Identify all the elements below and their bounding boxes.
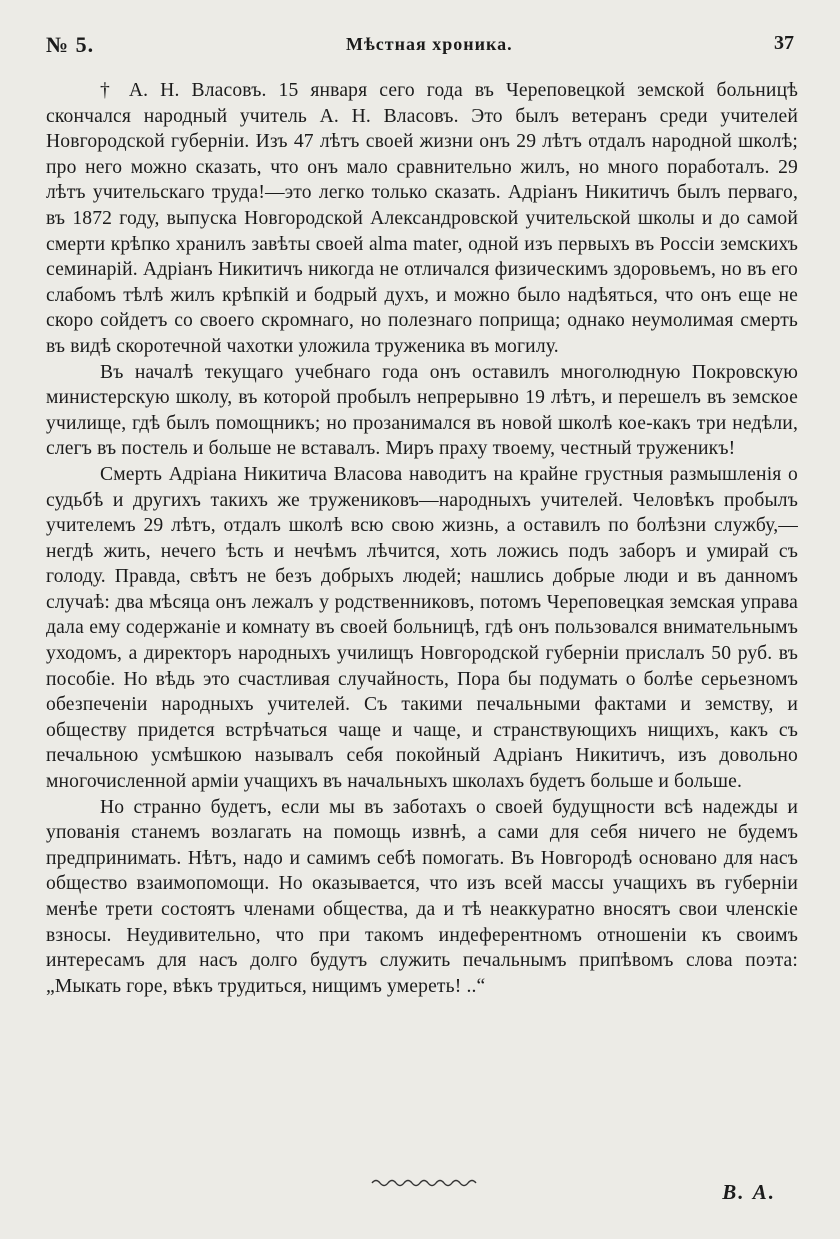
squiggle-divider <box>370 1176 482 1190</box>
page-header <box>46 28 794 68</box>
page-number: 37 <box>774 32 794 54</box>
paragraph-obituary: † А. Н. Власовъ. 15 января сего года въ Череповецкой земской больницѣ скончался народный учитель А. Н. Власовъ. Это былъ ветеранъ среди учителей Новгородской губерніи. Изъ 47 лѣтъ своей жизни онъ 29 лѣтъ отдалъ народной школѣ; про него можно сказать, что онъ мало сравнительно жилъ, но много поработалъ. 29 лѣтъ учительскаго труда!—это легко только сказать. Адріанъ Никитичъ былъ перваго, въ 1872 году, выпуска Новгородской Александровской учительской школы и до самой смерти крѣпко хранилъ завѣты своей alma mater, одной изъ первыхъ въ Россіи земскихъ семинарій. Адріанъ Никитичъ никогда не отличался физическимъ здоровьемъ, но въ его слабомъ тѣлѣ жилъ крѣпкій и бодрый духъ, и можно было надѣяться, что онъ еще не скоро сойдетъ со своего скромнаго, но полезнаго поприща; однако неумолимая смерть въ видѣ скоротечной чахотки уложила труженика въ могилу. <box>46 80 798 357</box>
paragraph-mutual-aid: Но странно будетъ, если мы въ заботахъ о своей будущности всѣ надежды и упованія станемъ возлагать на помощь извнѣ, а сами для себя ничего не будемъ предпринимать. Нѣтъ, надо и самимъ себѣ помогать. Въ Новгородѣ основано для насъ общество взаимопомощи. Но оказывается, что изъ всей массы учащихъ въ губерніи менѣе трети состоятъ членами общества, да и тѣ неаккуратно вносятъ свои членскіе взносы. Неудивительно, что при такомъ индеферентномъ отношеніи къ своимъ интересамъ для насъ долго будутъ служить печальнымъ припѣвомъ слова поэта: „Мыкать горе, вѣкъ трудиться, нищимъ умереть! ..“ <box>46 796 798 997</box>
section-title: Мѣстная хроника. <box>346 34 513 54</box>
paragraph-reflection: Смерть Адріана Никитича Власова наводитъ на крайне грустныя размышленія о судьбѣ и другихъ такихъ же тружениковъ—народныхъ учителей. Человѣкъ пробылъ учителемъ 29 лѣтъ, отдалъ школѣ всю свою жизнь, а оставилъ по болѣзни службу,—негдѣ жить, нечего ѣсть и нечѣмъ лѣчится, хоть ложись подъ заборъ и умирай съ голоду. Правда, свѣтъ не безъ добрыхъ людей; нашлись добрые люди и въ данномъ случаѣ: два мѣсяца онъ лежалъ у родственниковъ, потомъ Череповецкая земская управа дала ему содержаніе и комнату въ своей больницѣ, гдѣ онъ пользовался внимательнымъ уходомъ, а директоръ народныхъ училищъ Новгородской губерніи прислалъ 50 руб. въ пособіе. Но вѣдь это счастливая случайность, Пора бы подумать о болѣе серьезномъ обезпеченіи народныхъ учителей. Съ такими печальными фактами и земству, и обществу придется встрѣчаться чаще и чаще, и странствующихъ нищихъ, какъ съ печальною усмѣшкою называлъ себя покойный Адріанъ Никитичъ, изъ довольно многочисленной арміи учащихъ въ начальныхъ школахъ будетъ больше и больше. <box>46 463 798 793</box>
article-footer <box>46 1176 798 1216</box>
author-signature: В. А. <box>722 1180 776 1204</box>
article-body <box>46 78 798 999</box>
issue-number: № 5. <box>46 32 95 57</box>
paragraph-transfer: Въ началѣ текущаго учебнаго года онъ оставилъ многолюдную Покровскую министерскую школу, въ которой пробылъ непрерывно 19 лѣтъ, и перешелъ въ земское училище, гдѣ былъ помощникъ; но прозанимался въ новой школѣ кое-какъ три недѣли, слегъ въ постель и больше не вставалъ. Миръ праху твоему, честный труженикъ! <box>46 361 798 460</box>
